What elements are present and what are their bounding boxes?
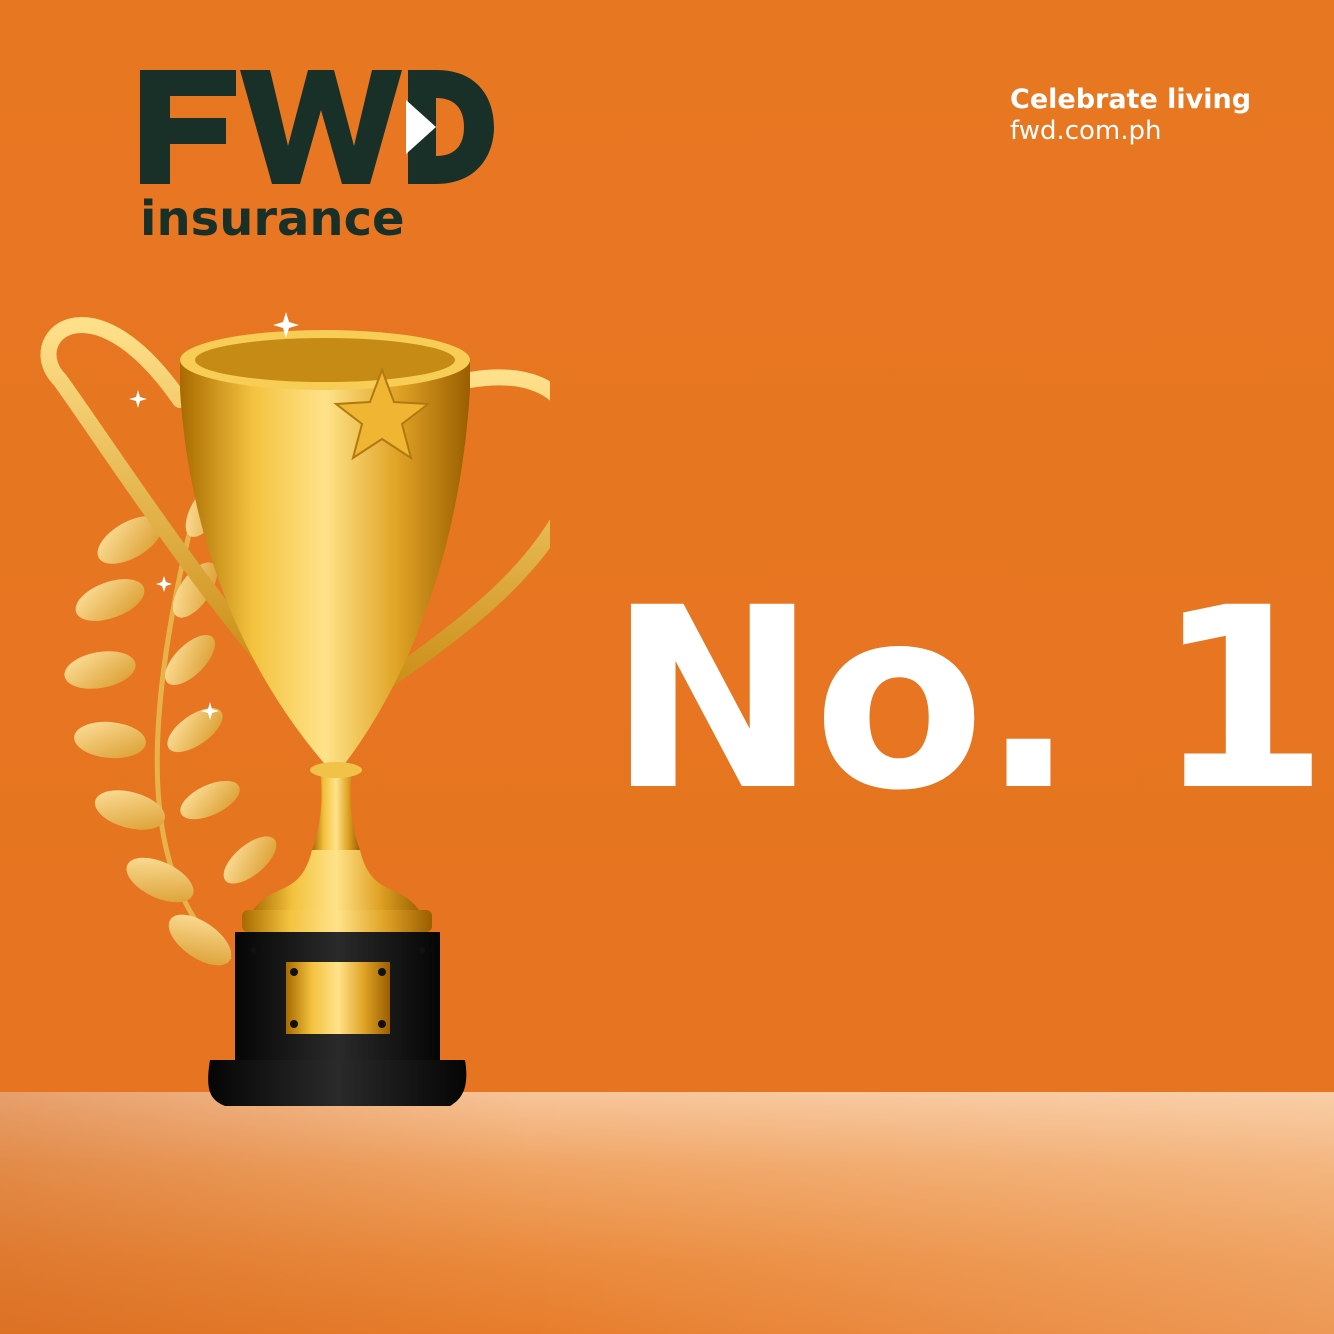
- tagline: [1010, 84, 1251, 148]
- headline: No. 1: [608, 554, 1325, 845]
- fwd-logo: [136, 62, 496, 192]
- floor-shade: [0, 1092, 1334, 1334]
- gold-trophy-icon: [30, 300, 550, 1120]
- tagline-title: Celebrate living: [1010, 84, 1252, 115]
- website-link[interactable]: fwd.com.ph: [1010, 116, 1162, 147]
- logo-subtext: insurance: [140, 191, 405, 247]
